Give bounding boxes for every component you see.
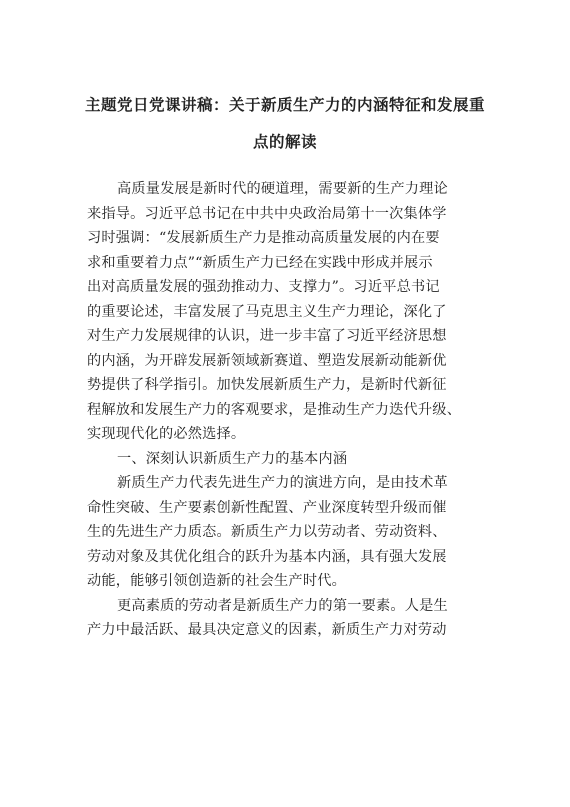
paragraph-line: 的重要论述，丰富发展了马克思主义生产力理论，深化了 [87,303,447,320]
document-title-line-1: 主题党日党课讲稿：关于新质生产力的内涵特征和发展重 [84,95,485,114]
paragraph-line: 实现现代化的必然选择。 [87,426,246,442]
paragraph-line: 更高素质的劳动者是新质生产力的第一要素。人是生 [117,597,448,614]
paragraph-line: 求和重要着力点”“新质生产力已经在实践中形成并展示 [87,254,433,271]
document-body [87,177,487,643]
document-title-line-2: 点的解读 [252,132,317,151]
paragraph-line: 来指导。习近平总书记在中共中央政治局第十一次集体学 [87,205,447,222]
paragraph-line: 动能，能够引领创造新的社会生产时代。 [87,573,346,589]
paragraph-line: 劳动对象及其优化组合的跃升为基本内涵，具有强大发展 [87,548,447,565]
paragraph-line: 对生产力发展规律的认识，进一步丰富了习近平经济思想 [87,328,447,344]
paragraph-line: 出对高质量发展的强劲推动力、支撑力”。习近平总书记 [87,279,440,295]
paragraph-line: 程解放和发展生产力的客观要求，是推动生产力迭代升级、 [87,401,462,418]
paragraph-line: 产力中最活跃、最具决定意义的因素，新质生产力对劳动 [87,622,447,638]
paragraph-line: 高质量发展是新时代的硬道理，需要新的生产力理论 [117,181,448,197]
paragraph-line: 习时强调：“发展新质生产力是推动高质量发展的内在要 [87,230,440,246]
section-heading: 一、深刻认识新质生产力的基本内涵 [117,450,348,467]
paragraph-line: 势提供了科学指引。加快发展新质生产力，是新时代新征 [87,377,447,393]
paragraph-line: 命性突破、生产要素创新性配置、产业深度转型升级而催 [87,499,447,516]
paragraph-line: 生的先进生产力质态。新质生产力以劳动者、劳动资料、 [87,524,447,540]
paragraph-line: 的内涵，为开辟发展新领域新赛道、塑造发展新动能新优 [87,352,447,369]
paragraph-line: 新质生产力代表先进生产力的演进方向，是由技术革 [117,475,448,491]
